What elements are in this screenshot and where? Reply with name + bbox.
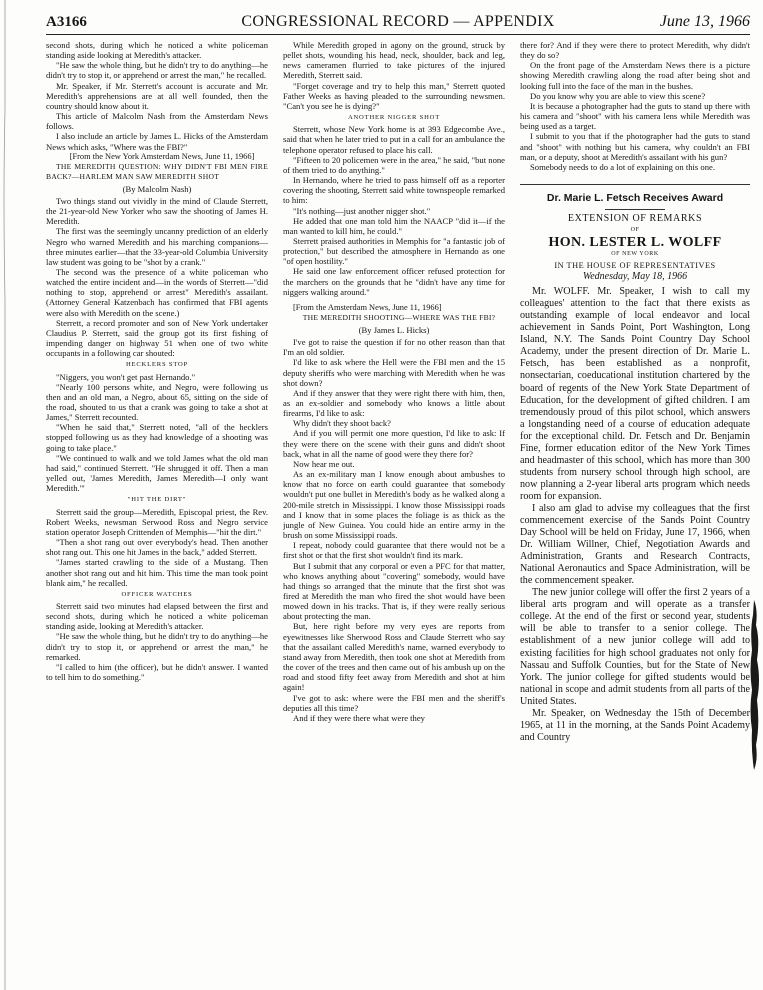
paragraph: Sterrett praised authorities in Memphis for "a fantastic job of protection," but described the atmosphere in Hernando as one "of open hostility.": [283, 235, 505, 267]
paragraph: Two things stand out vividly in the mind of Claude Sterrett, the 21-year-old New Yorker who saw the shooting of James H. Meredith.: [46, 195, 268, 227]
speech-body: [520, 286, 750, 744]
paragraph: Sterrett, a record promoter and son of New York undertaker Claudius P. Sterrett, said the group got its first fishing of impending danger on highway 51 when one of two white occupants in a following car shouted:: [46, 317, 268, 359]
paragraph: But, here right before my very eyes are reports from eyewitnesses like Sherwood Ross and Claude Sterrett who say that the assailant called Meredith's name, warned everybody to stand away from Meredith, then took one shot at Meredith from the cover of the trees and then came out of his ambush up on the road and stood fifty feet away from Meredith and shot at him again!: [283, 621, 505, 693]
paragraph: Sterrett, whose New York home is at 393 Edgecombe Ave., said that when he later tried to put in a call for an ambulance the telephone operator refused to place his call.: [283, 124, 505, 155]
paragraph: And if you will permit one more question, I'd like to ask: If they were there on the scene with their guns and didn't shoot back, what in all the name of good were they there for?: [283, 428, 505, 459]
paragraph: It is because a photographer had the guts to stand up there with his camera and "shoot" with his camera lens while Meredith was being used as a target.: [520, 100, 750, 132]
paragraph: "It's nothing—just another nigger shot.": [293, 205, 431, 216]
paragraph: "Fifteen to 20 policemen were in the area," he said, "but none of them tried to do anything.": [283, 154, 505, 175]
page: [46, 12, 750, 982]
chamber: IN THE HOUSE OF REPRESENTATIVES: [554, 260, 716, 270]
byline: (By Malcolm Nash): [122, 183, 192, 194]
paragraph: "He saw the whole thing, but he didn't try to do anything—he didn't try to stop it, or apprehend or arrest the man," he remarked.: [46, 631, 268, 662]
paragraph: Do you know why you are able to view this scene?: [530, 90, 706, 101]
binding-edge-mark: [2, 0, 8, 990]
paragraph: This article of Malcolm Nash from the Amsterdam News follows.: [46, 111, 268, 132]
paragraph: "Nearly 100 persons white, and Negro, were following us then and an old man, a Negro, about 65, sitting on the side of the road, shouted to us that a crank was going to take a shot at James," Sterrett recounted.: [46, 381, 268, 423]
source-line: [From the New York Amsterdam News, June 11, 1966]: [69, 151, 255, 161]
paragraph: The first was the seemingly uncanny prediction of an elderly Negro who warned Meredith and his marching companions—three minutes earlier—that the 33-year-old Columbia University law student was going to be "shot by a crank.": [46, 226, 268, 267]
page-number: A3166: [46, 14, 87, 30]
paragraph: "Forget coverage and try to help this man," Sterrett quoted Father Weeks as having pleaded to the surrounding newsmen. "Can't you see he is dying?": [283, 80, 505, 111]
speech-date: Wednesday, May 18, 1966: [582, 270, 688, 282]
running-header: [46, 12, 750, 35]
paragraph: Mr. Speaker, if Mr. Sterrett's account is accurate and Mr. Meredith's apprehensions are at all well founded, then the country should know about it.: [46, 80, 268, 111]
paragraph: While Meredith groped in agony on the ground, struck by pellet shots, wounding his head, neck, shoulder, back and leg, news cameramen flurried to take pictures of the injured Meredith, Sterrett said.: [283, 40, 505, 81]
subheading: "HIT THE DIRT": [127, 496, 187, 504]
paragraph: "I called to him (the officer), but he didn't answer. I wanted to tell him to do something.": [46, 661, 268, 683]
paragraph: I've got to raise the question if for no other reason than that I'm an old soldier.: [283, 337, 505, 358]
paragraph: "James started crawling to the side of a Mustang. Then another shot rang out and hit him. This time the man took point blank aim," he recalled.: [46, 557, 268, 588]
paragraph: Why didn't they shoot back?: [293, 418, 391, 429]
paragraph: Mr. WOLFF. Mr. Speaker, I wish to call my colleagues' attention to the fact that there exists as outstanding example of local endeavor and local achievement in Sands Point, Port Washington, Long Island, N.Y. The Sands Point Country Day School Academy, under the present direction of Dr. Marie L. Fetsch, has been established as a nonprofit, nonsectarian, coeducational institution chartered by the board of regents of the New York State Department of Education, for the development of gifted children. I am tremendously proud of this pilot school, which answers a longstanding need of a course of education adequate for the exceptional child. Dr. Fetsch and Dr. Benjamin Fine, former education editor of the New York Times and headmaster of this school, which has more than 300 students from nursery school through high school, are now planning a 2-year liberal arts program which needs room for expansion.: [520, 286, 750, 502]
paragraph: And if they were there what were they: [293, 712, 425, 723]
member-name: HON. LESTER L. WOLFF: [548, 234, 722, 250]
extension-label: EXTENSION OF REMARKS: [567, 213, 703, 225]
title-rule: [605, 209, 665, 210]
paragraph: As an ex-military man I know enough about ambushes to know that no force on earth could guarantee that somebody wouldn't put one bullet in Meredith's body as he walked along a 200-mile stretch in Mississippi. I know those Mississippi roads and I know that in some places the foliage is as thick as the jungle of New Guinea. You could hide an entire army in the brush on some Mississippi roads.: [283, 469, 505, 541]
paragraph: "We continued to walk and we told James what the old man had said," continued Sterrett. "He shrugged it off. Then a man yelled out, 'James Meredith, James Meredith—I only want Meredith.'": [46, 452, 268, 494]
paragraph: The second was the presence of a white policeman who watched the entire incident and—in the words of Sterrett—"did nothing to stop, apprehend or arrest" Meredith's assailant. (Attorney General Katzenbach has confirmed that FBI agents were also with Meredith on the scene.): [46, 266, 268, 318]
paragraph: And if they answer that they were right there with him, then, as an ex-soldier and somebody who knows a little about firearms, I'd like to ask:: [283, 387, 505, 419]
column-1: [46, 40, 268, 980]
paragraph: Sterrett said the group—Meredith, Episcopal priest, the Rev. Robert Weeks, newsman Serwood Ross and Negro service station operator Joseph Crittenden of Memphis—"hit the dirt.": [46, 506, 268, 537]
paragraph: "Niggers, you won't get past Hernando.": [56, 371, 196, 382]
article-title: Dr. Marie L. Fetsch Receives Award: [546, 192, 724, 205]
paragraph: Somebody needs to do a lot of explaining on this one.: [530, 161, 715, 172]
paragraph: Sterrett said two minutes had elapsed between the first and second shots, during which he noticed a white policeman standing aside, looking at Meredith's attacker.: [46, 600, 268, 632]
paragraph: "He saw the whole thing, but he didn't try to do anything—he didn't try to stop it, or apprehend or arrest the man," he recalled.: [46, 60, 268, 81]
paragraph: "Then a shot rang out over everybody's head. Then another shot rang out. This one hit James in the back," added Sterrett.: [46, 537, 268, 558]
paragraph: I also include an article by James L. Hicks of the Amsterdam News which asks, "Where was the FBI?": [46, 131, 268, 152]
paragraph: In Hernando, where he tried to pass himself off as a reporter covering the shooting, Sterrett said white townspeople remarked to him:: [283, 175, 505, 206]
paragraph: I also am glad to advise my colleagues that the first commencement exercise of the Sands Point Country Day School will be held on Friday, June 17, 1966, when Dr. William Willner, Chief, Negotiation Awards and Administration, Grants and Research Contracts, National Aeronautics and Space Administration, will be the commencement speaker.: [520, 502, 750, 587]
paragraph: The new junior college will offer the first 2 years of a liberal arts program and will operate as a transfer college. At the end of the first or second year, students will be able to transfer to a senior college. The establishment of a new junior college will add to existing facilities for high school graduates not only for Nassau and Suffolk Counties, but for the State of New York. The junior college for gifted students would be national in scope and admit students from all parts of the United States.: [520, 587, 750, 707]
article-headline: THE MEREDITH QUESTION: WHY DIDN'T FBI MEN FIRE BACK?—HARLEM MAN SAW MEREDITH SHOT: [46, 161, 268, 181]
paragraph: there for? And if they were there to protect Meredith, why didn't they do so?: [520, 40, 750, 61]
subheading: ANOTHER NIGGER SHOT: [347, 114, 441, 122]
paragraph: Mr. Speaker, on Wednesday the 15th of December 1965, at 11 in the morning, at the Sands Point Academy and Country: [520, 707, 750, 743]
paragraph: second shots, during which he noticed a white policeman standing aside looking at Meredith's attacker.: [46, 40, 268, 61]
paragraph: I'd like to ask where the Hell were the FBI men and the 15 deputy sheriffs who were marching with Meredith when he was shot down?: [283, 357, 505, 388]
subheading: HECKLERS STOP: [125, 361, 189, 369]
paragraph: On the front page of the Amsterdam News there is a picture showing Meredith crawling along the road after being shot and looking full into the face of the man in the bushes.: [520, 60, 750, 91]
member-state: OF NEW YORK: [611, 250, 659, 257]
byline: (By James L. Hicks): [358, 324, 430, 335]
subheading: OFFICER WATCHES: [121, 590, 193, 598]
paragraph: But I submit that any corporal or even a PFC for that matter, who knows anything about "covering" somebody, would have had things so arranged that the minute that the first shot was fired at Meredith the man who fired the shot would have been mowed down in his tracks. That is, if they were really serious about protecting the man.: [283, 560, 505, 622]
column-2: [283, 40, 505, 980]
paragraph: He said one law enforcement officer refused protection for the marchers on the grounds that he "didn't have any time for niggers walking around.": [283, 266, 505, 297]
paragraph: I've got to ask: where were the FBI men and the sheriff's deputies all this time?: [283, 692, 505, 713]
paragraph: "When he said that," Sterrett noted, "all of the hecklers stopped following us as they had knowledge of a shooting was going to take place.": [46, 422, 268, 453]
paragraph: He added that one man told him the NAACP "did it—if the man wanted to kill him, he could.": [283, 215, 505, 236]
source-line: [From the Amsterdam News, June 11, 1966]: [293, 302, 442, 312]
paragraph: I submit to you that if the photographer had the guts to stand and "shoot" with nothing but his camera, why couldn't an FBI man, or a deputy, shoot at Meredith's assailant with his gun?: [520, 131, 750, 162]
text-columns: [46, 40, 750, 980]
paragraph: I repeat, nobody could guarantee that there would not be a first shot or that the first shot wouldn't find its mark.: [283, 540, 505, 561]
issue-date: June 13, 1966: [659, 13, 750, 30]
of-label: OF: [630, 227, 640, 234]
article-headline: THE MEREDITH SHOOTING—WHERE WAS THE FBI?: [302, 312, 496, 322]
hicks-article-continuation: [520, 40, 750, 172]
column-3: [520, 40, 750, 980]
section-divider: [520, 184, 750, 185]
paragraph: Now hear me out.: [293, 458, 355, 469]
publication-title: CONGRESSIONAL RECORD — APPENDIX: [241, 13, 555, 30]
